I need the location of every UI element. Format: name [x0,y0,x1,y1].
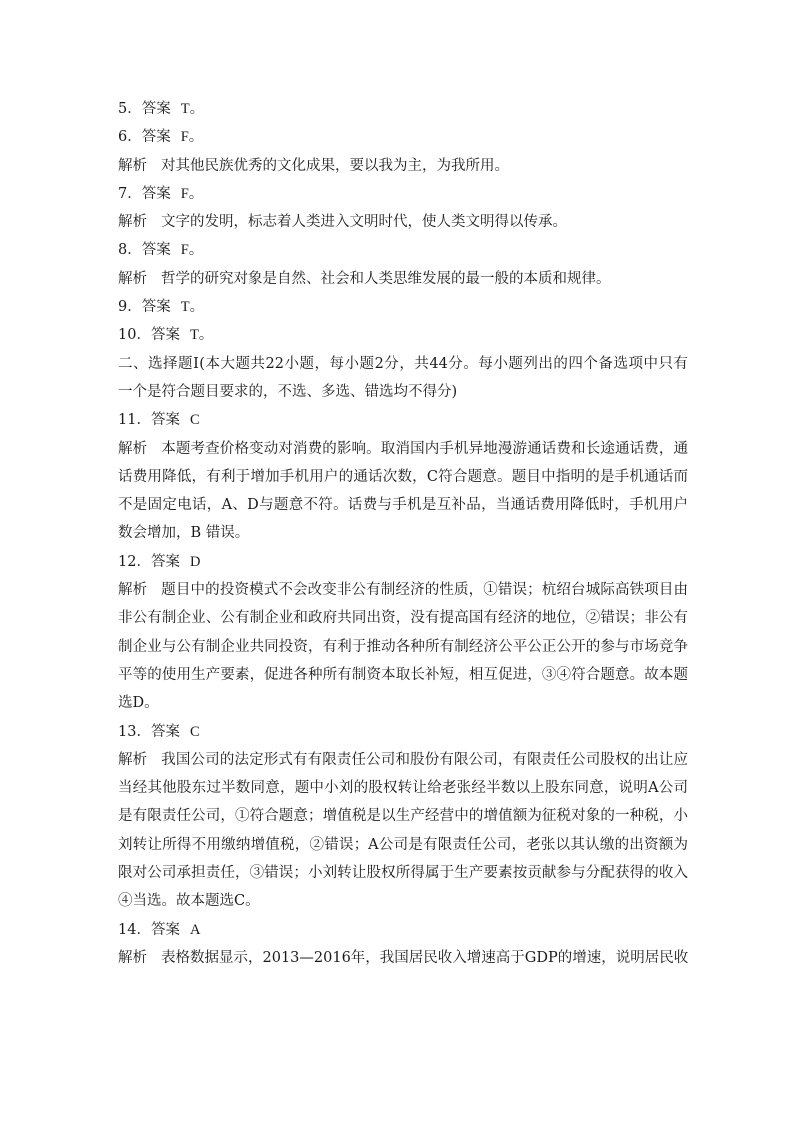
answer-value: T。 [189,327,214,344]
line-text: 非公有制企业、公有制企业和政府共同出资，没有提高国有经济的地位，②错误；非公有 [118,610,688,627]
line-text: 选D。 [118,695,159,712]
analysis-line [118,689,688,717]
analysis-label: 解析 [118,751,148,768]
question-number: 8． [118,242,142,259]
analysis-line [118,265,688,293]
line-text: 二、选择题Ⅰ(本大题共22小题，每小题2分，共44分。每小题列出的四个备选项中只有 [118,355,688,372]
answer-line [118,321,688,349]
analysis-line [118,887,688,915]
answer-label: 答案 [141,242,171,259]
question-number: 9． [118,299,142,316]
answer-value: C [189,723,200,740]
answer-value: F。 [180,185,204,202]
line-text: 哲学的研究对象是自然、社会和人类思维发展的最一般的本质和规律。 [161,270,611,287]
analysis-line [118,576,688,604]
section-heading-line [118,350,688,378]
line-text: 文字的发明，标志着人类进入文明时代，使人类文明得以传承。 [161,214,567,231]
line-text: ④当选。故本题选C。 [118,893,260,910]
line-text: 制企业与公有制企业共同投资，有利于推动各种所有制经济公平公正公开的参与市场竞争 [118,638,688,655]
line-text: 是有限责任公司，①符合题意；增值税是以生产经营中的增值额为征税对象的一种税，小 [118,808,688,825]
analysis-label: 解析 [118,582,148,599]
answer-label: 答案 [141,185,171,202]
line-text: 表格数据显示，2013—2016年，我国居民收入增速高于GDP的增速，说明居民收 [161,949,689,966]
line-text: 当经其他股东过半数同意，题中小刘的股权转让给老张经半数以上股东同意，说明A公司 [118,780,688,797]
answer-value: D [189,553,201,570]
answer-key-content [118,95,688,972]
answer-value: F。 [180,242,204,259]
answer-label: 答案 [150,327,180,344]
answer-line [118,718,688,746]
analysis-label: 解析 [118,949,147,966]
answer-label: 答案 [150,723,180,740]
answer-label: 答案 [150,921,180,938]
analysis-line [118,435,688,463]
question-number: 6． [118,129,142,146]
question-number: 14． [118,921,151,938]
line-text: 本题考查价格变动对消费的影响。取消国内手机异地漫游通话费和长途通话费，通 [161,440,689,457]
line-text: 不是固定电话，A、D与题意不符。话费与手机是互补品，当通话费用降低时，手机用户 [118,497,688,514]
analysis-line [118,661,688,689]
answer-label: 答案 [141,101,171,117]
line-text: 对其他民族优秀的文化成果，要以我为主，为我所用。 [161,157,509,174]
analysis-line [118,208,688,236]
answer-line [118,236,688,264]
analysis-line [118,604,688,632]
answer-label: 答案 [150,412,180,429]
line-text: 刘转让所得不用缴纳增值税，②错误；A公司是有限责任公司，老张以其认缴的出资额为 [118,836,688,853]
answer-line [118,293,688,321]
answer-line [118,180,688,208]
question-number: 5． [118,101,142,117]
analysis-line [118,519,688,547]
question-number: 10． [118,327,151,344]
analysis-label: 解析 [118,214,147,231]
line-text: 一个是符合题目要求的，不选、多选、错选均不得分) [118,383,458,400]
analysis-label: 解析 [118,440,148,457]
answer-label: 答案 [141,299,171,316]
question-number: 7． [118,185,142,202]
line-text: 话费用降低，有利于增加手机用户的通话次数，C符合题意。题目中指明的是手机通话而 [118,468,688,485]
question-number: 12． [118,553,151,570]
analysis-line [118,491,688,519]
question-number: 11． [118,412,151,429]
analysis-label: 解析 [118,157,147,174]
analysis-label: 解析 [118,270,147,287]
answer-value: A [189,921,201,938]
answer-line [118,123,688,151]
answer-line [118,916,688,944]
line-text: 平等的使用生产要素，促进各种所有制资本取长补短，相互促进，③④符合题意。故本题 [118,666,688,683]
line-text: 限对公司承担责任，③错误；小刘转让股权所得属于生产要素按贡献参与分配获得的收入 [118,865,688,882]
answer-value: F。 [180,129,204,146]
analysis-line [118,746,688,774]
analysis-line [118,831,688,859]
analysis-line [118,774,688,802]
answer-line [118,548,688,576]
answer-value: T。 [180,101,205,117]
section-heading-line [118,378,688,406]
analysis-line [118,152,688,180]
question-number: 13． [118,723,151,740]
analysis-line [118,944,688,972]
answer-label: 答案 [141,129,171,146]
answer-line [118,95,688,123]
analysis-line [118,802,688,830]
line-text: 我国公司的法定形式有有限责任公司和股份有限公司，有限责任公司股权的出让应 [161,751,689,768]
line-text: 题目中的投资模式不会改变非公有制经济的性质，①错误；杭绍台城际高铁项目由 [161,582,689,599]
answer-value: C [189,412,200,429]
answer-value: T。 [180,299,205,316]
answer-label: 答案 [150,553,180,570]
analysis-line [118,633,688,661]
analysis-line [118,463,688,491]
line-text: 数会增加，B 错误。 [118,525,250,542]
answer-line [118,406,688,434]
analysis-line [118,859,688,887]
